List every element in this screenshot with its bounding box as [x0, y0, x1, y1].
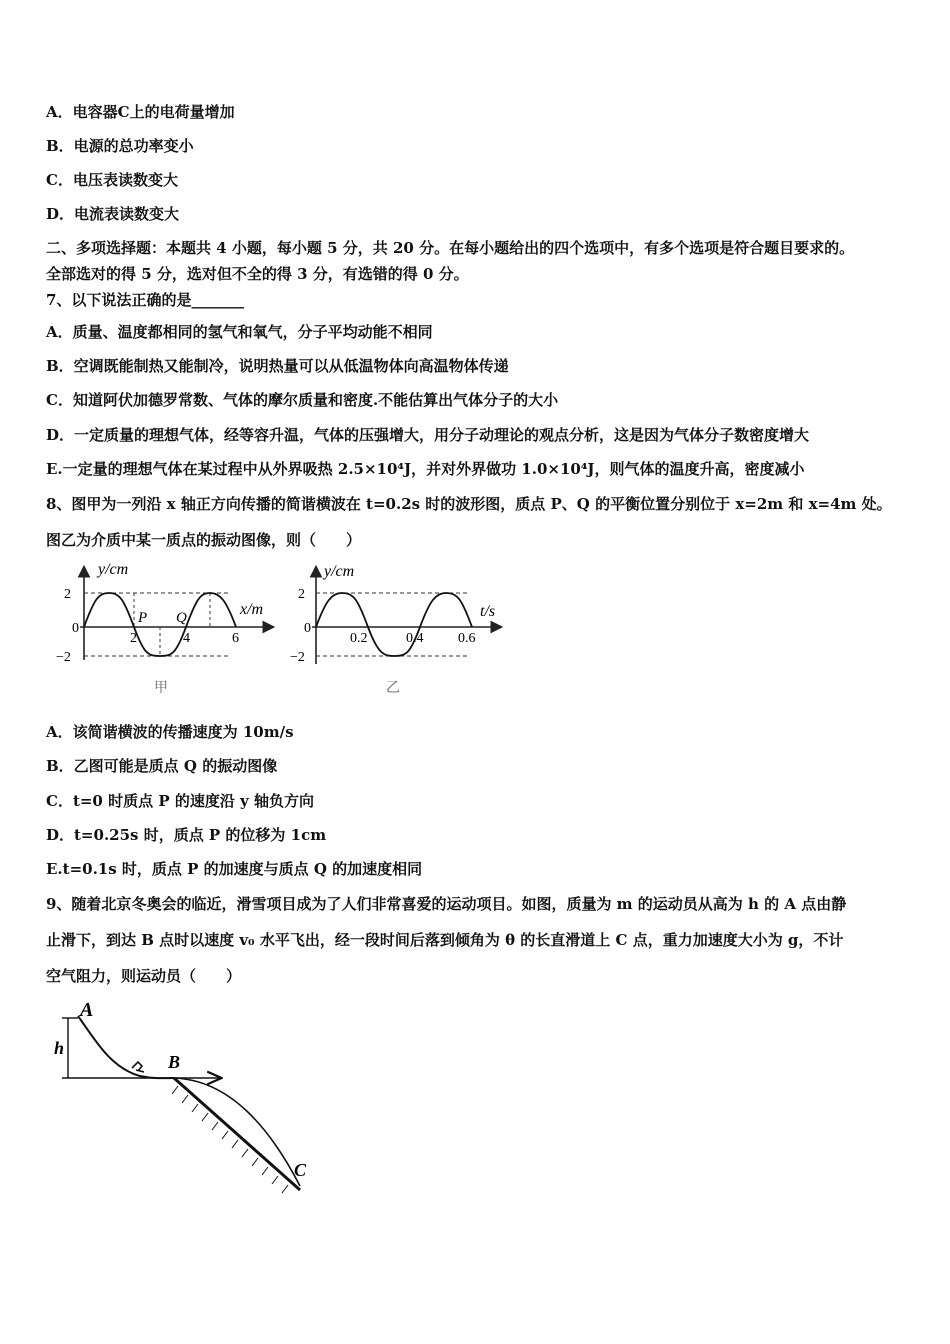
jia-origin: 0 [72, 621, 79, 636]
q6-option-d: D．电流表读数变大 [46, 205, 180, 223]
section2-heading-line1: 二、多项选择题：本题共 4 小题，每小题 5 分，共 20 分。在每小题给出的四个选项中，有多个选项是符合题目要求的。 [46, 239, 855, 257]
q6-option-b: B．电源的总功率变小 [46, 137, 194, 155]
yi-ytick-pos: 2 [298, 587, 305, 602]
jia-point-p: P [138, 610, 148, 626]
jia-xtick-2: 2 [130, 631, 137, 646]
label-h: h [54, 1038, 65, 1058]
q7-option-a: A．质量、温度都相同的氢气和氧气，分子平均动能不相同 [46, 323, 433, 341]
jia-xtick-6: 6 [232, 631, 239, 646]
q9-stem-line3: 空气阻力，则运动员（ ） [46, 967, 242, 985]
section2-heading-line2: 全部选对的得 5 分，选对但不全的得 3 分，有选错的得 0 分。 [46, 265, 469, 283]
q7-option-d: D．一定质量的理想气体，经等容升温，气体的压强增大，用分子动理论的观点分析，这是因为气体分子数密度增大 [46, 426, 810, 444]
q9-stem-line2: 止滑下，到达 B 点时以速度 v₀ 水平飞出，经一段时间后落到倾角为 θ 的长直滑道上 C 点，重力加速度大小为 g，不计 [46, 931, 844, 949]
q8-option-d: D．t=0.25s 时，质点 P 的位移为 1cm [46, 826, 327, 844]
yi-xlabel: t/s [480, 603, 496, 620]
q7-option-b: B．空调既能制热又能制冷，说明热量可以从低温物体向高温物体传递 [46, 357, 509, 375]
q7-option-c: C．知道阿伏加德罗常数、气体的摩尔质量和密度.不能估算出气体分子的大小 [46, 391, 559, 409]
q9-stem-line1: 9、随着北京冬奥会的临近，滑雪项目成为了人们非常喜爱的运动项目。如图，质量为 m 的运动员从高为 h 的 A 点由静 [46, 895, 847, 913]
label-a: A [80, 999, 94, 1021]
jia-caption: 甲 [154, 681, 168, 696]
yi-caption: 乙 [386, 681, 400, 696]
q8-option-b: B．乙图可能是质点 Q 的振动图像 [46, 757, 278, 775]
q8-figure-jia [50, 560, 290, 700]
jia-xlabel: x/m [240, 601, 264, 618]
q8-stem-line1: 8、图甲为一列沿 x 轴正方向传播的简谐横波在 t=0.2s 时的波形图，质点 P、Q 的平衡位置分别位于 x=2m 和 x=4m 处。 [46, 495, 892, 513]
q8-option-e: E.t=0.1s 时，质点 P 的加速度与质点 Q 的加速度相同 [46, 860, 423, 878]
jia-point-q: Q [176, 610, 187, 626]
q9-ski-figure [50, 998, 330, 1208]
q7-option-e: E.一定量的理想气体在某过程中从外界吸热 2.5×10⁴J，并对外界做功 1.0×10⁴J，则气体的温度升高，密度减小 [46, 460, 805, 478]
jia-ylabel: y/cm [98, 561, 129, 578]
label-b: B [168, 1052, 181, 1072]
q8-option-c: C．t=0 时质点 P 的速度沿 y 轴负方向 [46, 792, 314, 810]
q6-option-a: A．电容器C上的电荷量增加 [46, 103, 235, 121]
q8-option-a: A．该简谐横波的传播速度为 10m/s [46, 723, 294, 741]
yi-vibration-curve [316, 593, 472, 656]
yi-xtick-06: 0.6 [458, 631, 476, 646]
q8-figure-yi [288, 560, 518, 700]
q6-option-c: C．电压表读数变大 [46, 171, 178, 189]
yi-xtick-04: 0.4 [406, 631, 424, 646]
jia-ytick-neg: −2 [56, 650, 71, 665]
yi-ytick-neg: −2 [290, 650, 305, 665]
label-c: C [294, 1160, 307, 1180]
yi-ylabel: y/cm [324, 563, 355, 580]
skier-icon [132, 1062, 144, 1072]
q8-stem-line2: 图乙为介质中某一质点的振动图像，则（ ） [46, 531, 362, 549]
yi-origin: 0 [304, 621, 311, 636]
slope-line [174, 1078, 300, 1190]
jia-ytick-pos: 2 [64, 587, 71, 602]
q7-stem: 7、以下说法正确的是_______ [46, 291, 244, 309]
jia-xtick-4: 4 [183, 631, 190, 646]
ramp-curve [78, 1016, 174, 1078]
yi-xtick-02: 0.2 [350, 631, 368, 646]
